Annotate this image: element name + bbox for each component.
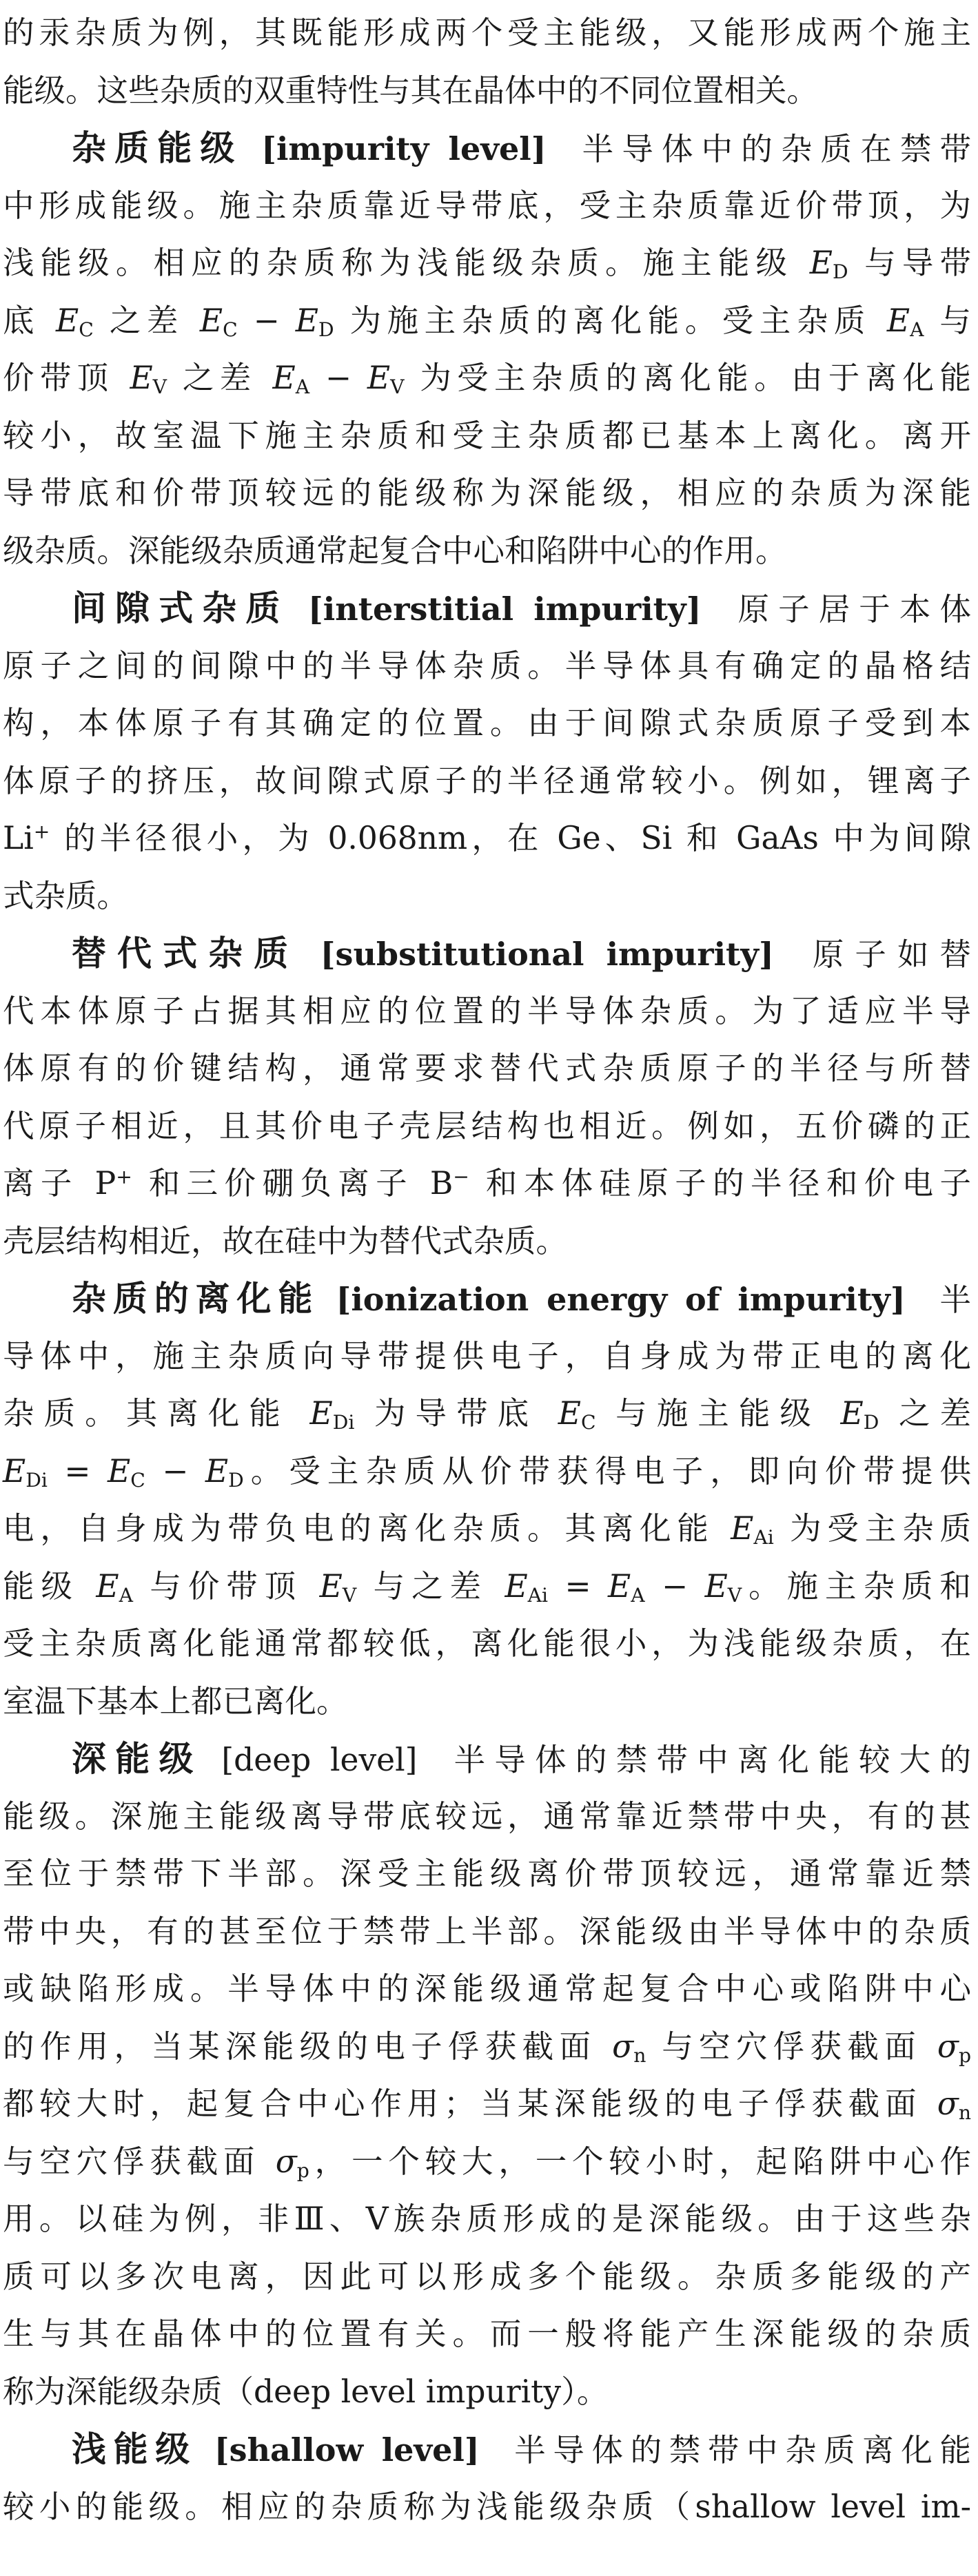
text-line: 代本体原子占据其相应的位置的半导体杂质。为了适应半导 (3, 992, 971, 1029)
text-line: 式杂质。 (3, 877, 129, 914)
text-line: 的作用，当某深能级的电子俘获截面 $\sigma_n$ 与空穴俘获截面 $\sigma_p$ (3, 2028, 971, 2067)
text-line: 电，自身成为带负电的离化杂质。其离化能 $E_{Ai}$ 为受主杂质 (3, 1510, 971, 1549)
text-line: 级杂质。深能级杂质通常起复合中心和陷阱中心的作用。 (3, 532, 787, 569)
entry-substitutional-impurity (3, 925, 971, 982)
text-line: 代原子相近，且其价电子壳层结构也相近。例如，五价磷的正 (3, 1107, 971, 1144)
text-line: 至位于禁带下半部。深受主能级离价带顶较远，通常靠近禁 (3, 1855, 971, 1892)
entry-impurity-level (3, 119, 971, 177)
text-line: 或缺陷形成。半导体中的深能级通常起复合中心或陷阱中心 (3, 1970, 971, 2007)
entry-text: 半导体的禁带中杂质离化能 (507, 2432, 971, 2469)
text-line: 构，本体原子有其确定的位置。由于间隙式杂质原子受到本 (3, 705, 971, 741)
entry-english-term: [shallow level] (214, 2431, 480, 2469)
entry-text: 原子如替 (801, 936, 972, 973)
text-line: 能级。深施主能级离导带底较远，通常靠近禁带中央，有的甚 (3, 1797, 971, 1835)
entry-deep-level (3, 1730, 971, 1788)
text-line: 价带顶 $E_V$ 之差 $E_A - E_V$ 为受主杂质的离化能。由于离化能 (3, 360, 971, 399)
entry-interstitial-impurity (3, 579, 971, 637)
entry-english-term: [impurity level] (261, 130, 547, 167)
text-line: 浅能级。相应的杂质称为浅能级杂质。施主能级 $E_D$ 与导带 (3, 245, 971, 284)
text-line: $E_{Di} = E_C - E_D$。受主杂质从价带获得电子，即向价带提供 (3, 1452, 971, 1492)
text-line: 受主杂质离化能通常都较低，离化能很小，为浅能级杂质，在 (3, 1625, 971, 1662)
text-line: 杂质。其离化能 $E_{Di}$ 为导带底 $E_C$ 与施主能级 $E_D$ 之差 (3, 1395, 972, 1434)
text-line: 能级 $E_A$ 与价带顶 $E_V$ 与之差 $E_{Ai} = E_A - E_V$。施主杂质和 (3, 1567, 971, 1607)
entry-text: 半导体中的杂质在禁带 (573, 131, 971, 167)
text-line: Li+ 的半径很小，为 0.068nm，在 Ge、Si 和 GaAs 中为间隙 (3, 820, 972, 856)
entry-term: 深能级 (72, 1738, 203, 1779)
entry-term: 替代式杂质 (72, 933, 300, 973)
text-line: 体原有的价键结构，通常要求替代式杂质原子的半径与所替 (3, 1050, 971, 1086)
text-line: 与空穴俘获截面 $\sigma_p$，一个较大，一个较小时，起陷阱中心作 (3, 2143, 971, 2182)
text-line: 生与其在晶体中的位置有关。而一般将能产生深能级的杂质 (3, 2316, 971, 2352)
text-line: 称为深能级杂质（deep level impurity）。 (3, 2373, 609, 2410)
entry-english-term: [deep level] (221, 1742, 418, 1778)
entry-text: 原子居于本体 (729, 591, 971, 628)
entry-text: 半 (933, 1281, 971, 1318)
text-line: 质可以多次电离，因此可以形成多个能级。杂质多能级的产 (3, 2258, 971, 2295)
text-line: 壳层结构相近，故在硅中为替代式杂质。 (3, 1222, 568, 1259)
entry-shallow-level (3, 2420, 971, 2478)
text-line: 中形成能级。施主杂质靠近导带底，受主杂质靠近价带顶，为 (3, 187, 971, 224)
entry-term: 浅能级 (72, 2429, 197, 2469)
text-line: 的汞杂质为例，其既能形成两个受主能级，又能形成两个施主 (3, 14, 971, 51)
entry-english-term: [substitutional impurity] (320, 936, 774, 973)
text-line: 体原子的挤压，故间隙式原子的半径通常较小。例如，锂离子 (3, 762, 971, 799)
text-line: 带中央，有的甚至位于禁带上半部。深能级由半导体中的杂质 (3, 1913, 971, 1950)
text-line: 导带底和价带顶较远的能级称为深能级，相应的杂质为深能 (3, 475, 971, 511)
entry-english-term: [ionization energy of impurity] (336, 1281, 906, 1318)
text-line: 用。以硅为例，非Ⅲ、Ⅴ族杂质形成的是深能级。由于这些杂 (3, 2201, 971, 2237)
entry-term: 间隙式杂质 (72, 588, 289, 628)
text-line: 能级。这些杂质的双重特性与其在晶体中的不同位置相关。 (3, 72, 819, 109)
text-line: 室温下基本上都已离化。 (3, 1682, 348, 1720)
text-line: 较小的能级。相应的杂质称为浅能级杂质（shallow level im- (3, 2488, 971, 2525)
entry-term: 杂质能级 (72, 127, 243, 168)
text-line: 离子 P+ 和三价硼负离子 B− 和本体硅原子的半径和价电子 (3, 1165, 971, 1202)
text-line: 原子之间的间隙中的半导体杂质。半导体具有确定的晶格结 (3, 647, 971, 684)
entry-english-term: [interstitial impurity] (308, 590, 702, 628)
entry-text: 半导体的禁带中离化能较大的 (445, 1742, 971, 1778)
entry-term: 杂质的离化能 (72, 1278, 320, 1319)
text-line: 底 $E_C$ 之差 $E_C - E_D$ 为施主杂质的离化能。受主杂质 $E_A$ 与 (3, 302, 971, 341)
text-line: 导体中，施主杂质向导带提供电子，自身成为带正电的离化 (3, 1337, 971, 1374)
text-line: 都较大时，起复合中心作用；当某深能级的电子俘获截面 $\sigma_n$ (3, 2085, 971, 2125)
text-line: 较小，故室温下施主杂质和受主杂质都已基本上离化。离开 (3, 417, 971, 454)
entry-ionization-energy (3, 1270, 971, 1328)
